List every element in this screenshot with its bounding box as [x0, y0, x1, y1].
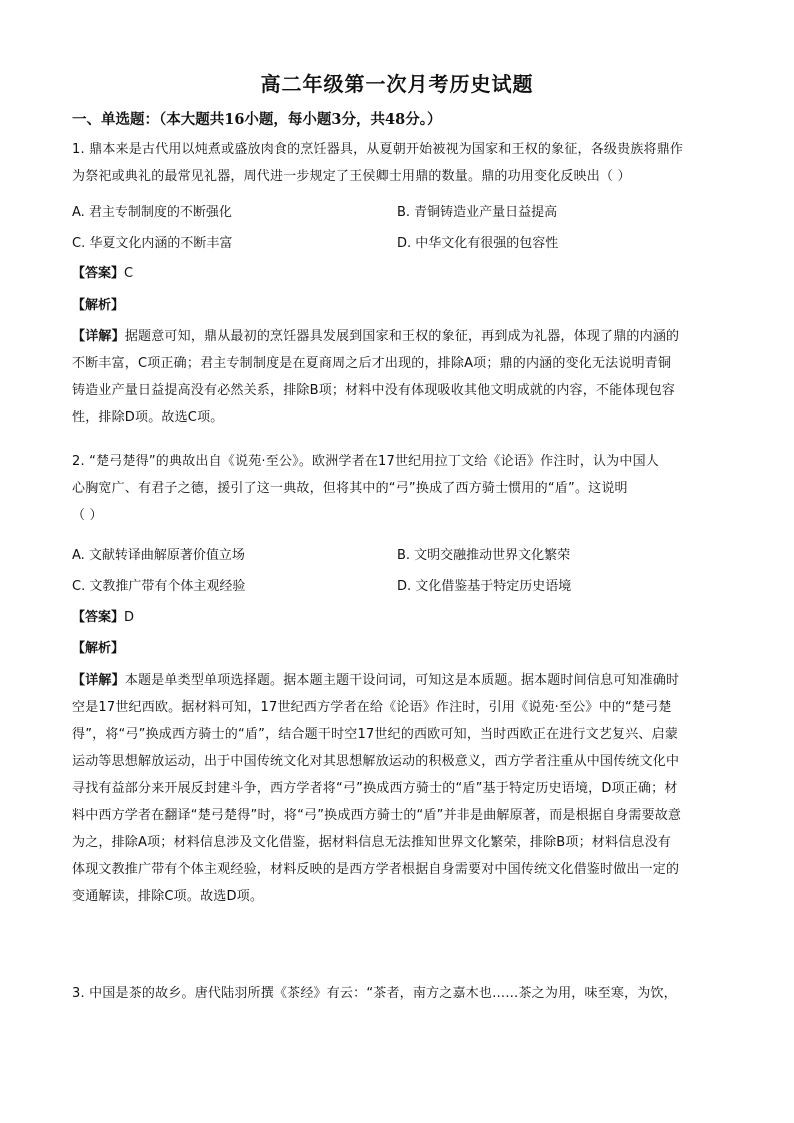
section-heading: 一、单选题：（本大题共16小题，每小题3分，共48分。）: [72, 111, 442, 128]
answer-label: 【答案】: [72, 266, 125, 281]
question-2-detail-line: 料中西方学者在翻译“楚弓楚得”时，将“弓”换成西方骑士的“盾”并非是曲解原著，而是根据自身需要故意: [72, 808, 682, 823]
question-3-stem: [72, 980, 724, 1007]
question-2-analysis-label: 【解析】: [72, 641, 125, 656]
detail-label: 【详解】: [72, 673, 125, 688]
question-2-stem-line: 心胸宽广、有君子之德，援引了这一典故，但将其中的“弓”换成了西方骑士惯用的“盾”。这说明: [72, 481, 628, 496]
question-2-options-row-2: [72, 573, 724, 600]
question-2-stem-line: 2. “楚弓楚得”的典故出自《说苑·至公》。欧洲学者在17世纪用拉丁文给《论语》作注时，认为中国人: [72, 454, 659, 469]
question-2-option-a: A. 文献转译曲解原著价值立场: [72, 548, 245, 563]
question-2-detail-line: 为之，排除A项；材料信息涉及文化借鉴，据材料信息无法推知世界文化繁荣，排除B项；材料信息没有: [72, 835, 672, 850]
question-1-detail-line: 铸造业产量日益提高没有必然关系，排除B项；材料中没有体现吸收其他文明成就的内容，不能体现包容: [72, 383, 676, 398]
question-3-stem-line: 3. 中国是茶的故乡。唐代陆羽所撰《茶经》有云：“茶者，南方之嘉木也……茶之为用，味至寒，为饮，: [72, 986, 677, 1001]
question-1-options-row-1: [72, 199, 724, 226]
question-1-answer: [72, 260, 133, 287]
question-1-option-b: B. 青铜铸造业产量日益提高: [397, 205, 558, 220]
question-2-detail: [72, 667, 724, 910]
question-2-detail-line: 变通解读，排除C项。故选D项。: [72, 889, 264, 904]
detail-label: 【详解】: [72, 329, 125, 344]
question-2-detail-line: 体现文教推广带有个体主观经验，材料反映的是西方学者根据自身需要对中国传统文化借鉴时做出一定的: [72, 862, 680, 877]
question-2-detail-line: 空是17世纪西欧。据材料可知，17世纪西方学者在给《论语》作注时，引用《说苑·至公》中的“楚弓楚: [72, 700, 672, 715]
question-2-stem-line: （ ）: [72, 508, 103, 523]
question-1-option-c: C. 华夏文化内涵的不断丰富: [72, 236, 233, 251]
answer-value: D: [124, 610, 135, 625]
answer-value: C: [124, 266, 134, 281]
question-1-option-a: A. 君主专制制度的不断强化: [72, 205, 232, 220]
question-2-answer: [72, 604, 134, 631]
answer-label: 【答案】: [72, 610, 125, 625]
question-1-stem-line: 1. 鼎本来是古代用以炖煮或盛放肉食的烹饪器具，从夏朝开始被视为国家和王权的象征，各级贵族将鼎作: [72, 142, 684, 157]
question-2-detail-line: 得”，将“弓”换成西方骑士的“盾”，结合题干时空17世纪的西欧可知，当时西欧正在进行文艺复兴、启蒙: [72, 727, 679, 742]
question-2-detail-line: 寻找有益部分来开展反封建斗争，西方学者将“弓”换成西方骑士的“盾”基于特定历史语境，D项正确；材: [72, 781, 678, 796]
question-1-detail-line: 【详解】据题意可知，鼎从最初的烹饪器具发展到国家和王权的象征，再到成为礼器，体现了鼎的内涵的: [72, 329, 680, 344]
question-1-options-row-2: [72, 230, 724, 257]
question-1-detail: [72, 323, 724, 431]
question-2-option-c: C. 文教推广带有个体主观经验: [72, 579, 246, 594]
page-title: 高二年级第一次月考历史试题: [260, 72, 534, 96]
question-2-detail-line: 运动等思想解放运动，出于中国传统文化对其思想解放运动的积极意义，西方学者注重从中国传统文化中: [72, 754, 680, 769]
question-1-analysis-label: 【解析】: [72, 298, 125, 313]
question-2-detail-line: 【详解】本题是单类型单项选择题。据本题主题干设问词，可知这是本质题。据本题时间信息可知准确时: [72, 673, 680, 688]
question-1-detail-line: 性，排除D项。故选C项。: [72, 410, 224, 425]
question-2-options-row-1: [72, 542, 724, 569]
question-2-option-b: B. 文明交融推动世界文化繁荣: [397, 548, 571, 563]
question-2-stem: [72, 448, 724, 529]
question-1-stem-line: 为祭祀或典礼的最常见礼器，周代进一步规定了王侯卿士用鼎的数量。鼎的功用变化反映出（ ）: [72, 169, 631, 184]
question-1-option-d: D. 中华文化有很强的包容性: [397, 236, 559, 251]
question-1-detail-line: 不断丰富，C项正确；君主专制制度是在夏商周之后才出现的，排除A项；鼎的内涵的变化无法说明青铜: [72, 356, 672, 371]
question-2-option-d: D. 文化借鉴基于特定历史语境: [397, 579, 572, 594]
question-1-stem: [72, 136, 724, 190]
